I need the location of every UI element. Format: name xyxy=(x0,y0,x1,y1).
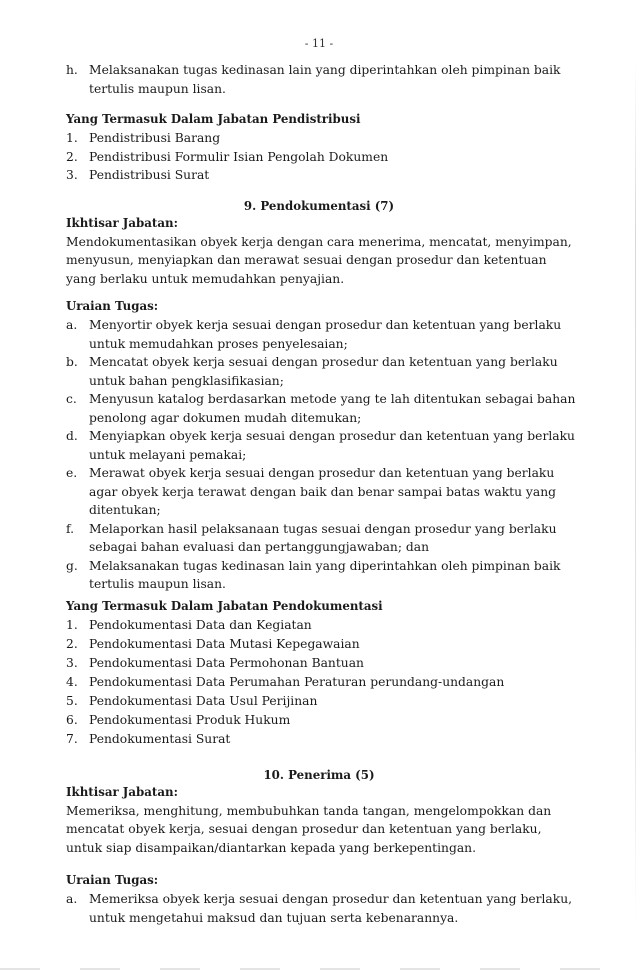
list-marker: 3. xyxy=(66,168,78,182)
list-item-text: Merawat obyek kerja sesuai dengan prosedur dan ketentuan yang berlaku xyxy=(89,466,555,480)
list-marker: a. xyxy=(66,892,78,906)
list-item-text: Menyiapkan obyek kerja sesuai dengan prosedur dan ketentuan yang berlaku xyxy=(89,429,575,443)
list-marker: 1. xyxy=(66,618,78,632)
list-marker: f. xyxy=(66,522,75,536)
list-item-text: Pendistribusi Barang xyxy=(89,131,221,145)
section-title: 9. Pendokumentasi (7) xyxy=(243,199,395,213)
list-item-text: tertulis maupun lisan. xyxy=(89,577,226,591)
list-marker: 4. xyxy=(66,675,78,689)
list-item-text: Menyusun katalog berdasarkan metode yang te lah ditentukan sebagai bahan xyxy=(89,392,576,406)
list-marker: 6. xyxy=(66,713,78,727)
paragraph-line: yang berlaku untuk memudahkan penyajian. xyxy=(66,272,345,286)
list-item-text: ditentukan; xyxy=(89,503,161,517)
list-item-text: Pendistribusi Formulir Isian Pengolah Dokumen xyxy=(89,150,389,164)
list-marker: 3. xyxy=(66,656,78,670)
paragraph-line: menyusun, menyiapkan dan merawat sesuai dengan prosedur dan ketentuan xyxy=(66,253,547,267)
list-item-text: untuk bahan pengklasifikasian; xyxy=(89,374,284,388)
list-item-text: untuk mengetahui maksud dan tujuan serta kebenarannya. xyxy=(89,911,459,925)
list-marker: 5. xyxy=(66,694,78,708)
list-marker: 2. xyxy=(66,637,78,651)
subsection-heading: Uraian Tugas: xyxy=(66,873,159,887)
list-item-text: Pendokumentasi Produk Hukum xyxy=(89,713,291,727)
list-item-text: sebagai bahan evaluasi dan pertanggungjawaban; dan xyxy=(89,540,430,554)
list-item-text: Pendokumentasi Data dan Kegiatan xyxy=(89,618,312,632)
paragraph-line: Memeriksa, menghitung, membubuhkan tanda tangan, mengelompokkan dan xyxy=(66,804,552,818)
list-item-text: untuk memudahkan proses penyelesaian; xyxy=(89,337,348,351)
list-item-text: Memeriksa obyek kerja sesuai dengan prosedur dan ketentuan yang berlaku, xyxy=(89,892,573,906)
list-marker: 2. xyxy=(66,150,78,164)
list-item-text: Pendokumentasi Surat xyxy=(89,732,231,746)
scan-footer-artifact xyxy=(0,968,638,970)
list-item-text: Melaporkan hasil pelaksanaan tugas sesuai dengan prosedur yang berlaku xyxy=(89,522,557,536)
subsection-heading: Ikhtisar Jabatan: xyxy=(66,785,178,799)
paragraph-line: untuk siap disampaikan/diantarkan kepada yang berkepentingan. xyxy=(66,841,476,855)
paragraph-line: mencatat obyek kerja, sesuai dengan prosedur dan ketentuan yang berlaku, xyxy=(66,822,542,836)
list-marker: c. xyxy=(66,392,77,406)
list-marker: g. xyxy=(66,559,78,573)
list-item-text: Pendokumentasi Data Permohonan Bantuan xyxy=(89,656,364,670)
list-marker: a. xyxy=(66,318,78,332)
list-marker: 7. xyxy=(66,732,78,746)
list-item-text: Pendokumentasi Data Usul Perijinan xyxy=(89,694,318,708)
list-item-text: Menyortir obyek kerja sesuai dengan prosedur dan ketentuan yang berlaku xyxy=(89,318,562,332)
page-number: - 11 - xyxy=(304,37,334,50)
list-marker: h. xyxy=(66,63,78,77)
list-item-text: penolong agar dokumen mudah ditemukan; xyxy=(89,411,362,425)
list-item-text: Pendistribusi Surat xyxy=(89,168,210,182)
scan-edge xyxy=(635,60,636,920)
paragraph-line: Mendokumentasikan obyek kerja dengan cara menerima, mencatat, menyimpan, xyxy=(66,235,572,249)
subsection-heading: Ikhtisar Jabatan: xyxy=(66,216,178,230)
list-item-text: tertulis maupun lisan. xyxy=(89,82,226,96)
list-item-text: Pendokumentasi Data Perumahan Peraturan perundang-undangan xyxy=(89,675,505,689)
subsection-heading: Uraian Tugas: xyxy=(66,299,159,313)
list-item-text: Melaksanakan tugas kedinasan lain yang diperintahkan oleh pimpinan baik xyxy=(89,63,561,77)
section-title: 10. Penerima (5) xyxy=(263,768,375,782)
list-item-text: Mencatat obyek kerja sesuai dengan prosedur dan ketentuan yang berlaku xyxy=(89,355,558,369)
list-item-text: Melaksanakan tugas kedinasan lain yang diperintahkan oleh pimpinan baik xyxy=(89,559,561,573)
list-item-text: Pendokumentasi Data Mutasi Kepegawaian xyxy=(89,637,360,651)
section-heading: Yang Termasuk Dalam Jabatan Pendistribusi xyxy=(66,112,361,126)
section-heading: Yang Termasuk Dalam Jabatan Pendokumentasi xyxy=(66,599,383,613)
list-marker: 1. xyxy=(66,131,78,145)
list-marker: d. xyxy=(66,429,78,443)
list-marker: e. xyxy=(66,466,78,480)
list-item-text: untuk melayani pemakai; xyxy=(89,448,247,462)
list-marker: b. xyxy=(66,355,78,369)
list-item-text: agar obyek kerja terawat dengan baik dan benar sampai batas waktu yang xyxy=(89,485,556,499)
